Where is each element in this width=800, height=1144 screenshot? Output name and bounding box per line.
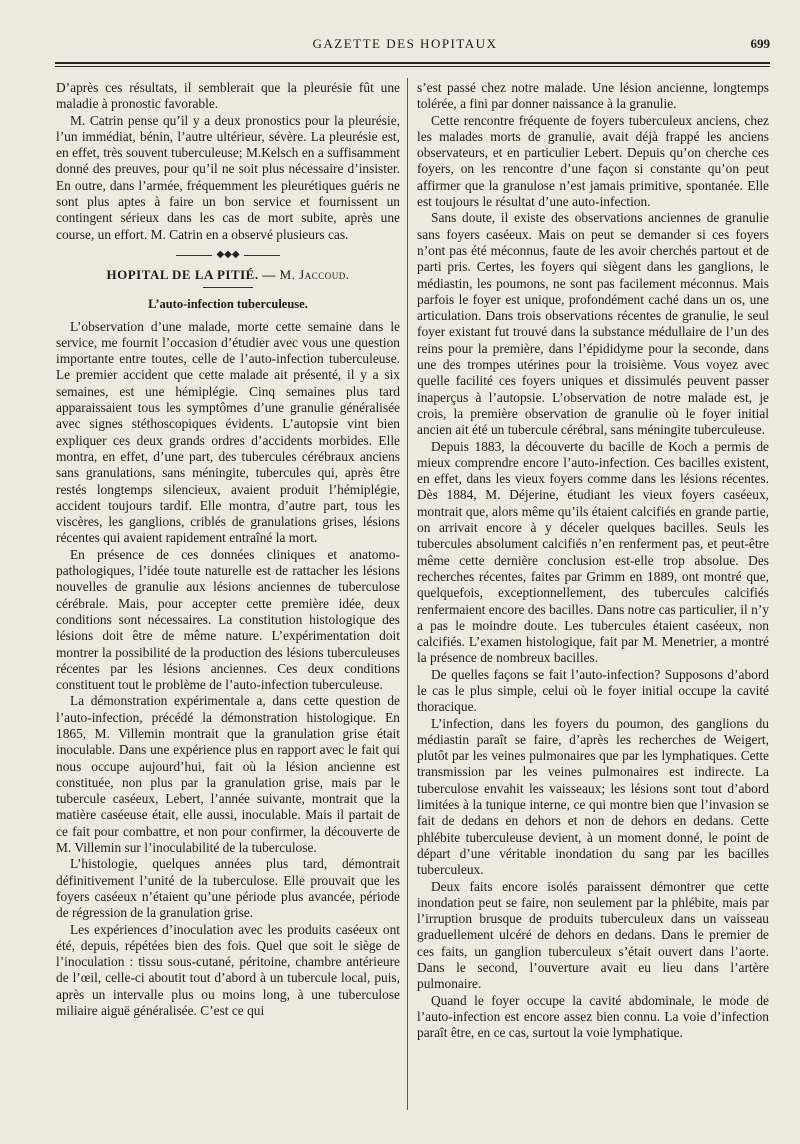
section-author: M. Jaccoud. xyxy=(279,266,350,282)
column-divider xyxy=(407,78,408,1110)
paragraph: Cette rencontre fréquente de foyers tuberculeux anciens, chez les malades morts de granulie, avait déjà frappé les anciens observateurs, et en particulier Lebert. Depuis qu’on cherche ces foyers, on les rencontre d’une façon si constante qu’on peut affirmer que la granulose n’est jamais primitive, spontanée. Elle est toujours le résultat d’une auto-infection. xyxy=(417,112,769,210)
paragraph: L’histologie, quelques années plus tard, démontrait définitivement l’unité de la tuberculose. Elle prouvait que les foyers caséeux n’étaient qu’une période plus avancée, période de régression de la granulation grise. xyxy=(56,856,400,921)
section-title: HOPITAL DE LA PITIÉ. — xyxy=(106,266,276,282)
header-rule xyxy=(55,62,770,64)
paragraph: D’après ces résultats, il semblerait que la pleurésie fût une maladie à pronostic favorable. xyxy=(56,80,400,112)
paragraph: L’observation d’une malade, morte cette semaine dans le service, me fournit l’occasion d’étudier avec vous une question importante entre toutes, celle de l’auto-infection tuberculeuse. Le premier accident que cette malade ait présenté, il y a six semaines, est une hémiplégie. Cinq semaines plus tard apparaissaient tous les symptômes d’une granulie généralisée avec signes stéthoscopiques évidents. L’autopsie vint bien expliquer ces deux grands ordres d’accidents morbides. Elle montra, en effet, d’une part, des tubercules cérébraux anciens sans granulations, sans méningite, tubercules qui, après être restés longtemps silencieux, avaient produit l’hémiplégie, accident toujours tardif. Elle montra, d’autre part, tous les viscères, les ganglions, criblés de granulations grises, lésions récentes qui avaient rapidement entraîné la mort. xyxy=(56,318,400,546)
paragraph: Deux faits encore isolés paraissent démontrer que cette inondation peut se faire, non seulement par la phlébite, mais par l’irruption brusque de produits tuberculeux dans un vaisseau graduellement ulcéré de dehors en dedans. Dans le premier de ces faits, un ganglion tuberculeux s’était ouvert dans l’aorte. Dans le second, l’ouverture avait eu lieu dans l’artère pulmonaire. xyxy=(417,878,769,992)
paragraph: Quand le foyer occupe la cavité abdominale, le mode de l’auto-infection est encore assez bien connu. La voie d’infection paraît être, en ce cas, surtout la voie lymphatique. xyxy=(417,992,769,1041)
subsection-title: L’auto-infection tuberculeuse. xyxy=(148,297,308,312)
section-heading xyxy=(56,267,400,283)
paragraph: Les expériences d’inoculation avec les produits caséeux ont été, depuis, répétées bien des fois. Quel que soit le siège de l’inoculation : tissu sous-cutané, péritoine, chambre antérieure de l’œil, celle-ci aboutit tout d’abord à un tubercule local, puis, après un intervalle plus ou moins long, à une tuberculose miliaire aiguë généralisée. C’est ce qui xyxy=(56,921,400,1019)
header-rule-thin xyxy=(55,66,770,67)
paragraph: Sans doute, il existe des observations anciennes de granulie sans foyers caséeux. Mais on peut se demander si ces foyers n’ont pas été méconnus, faute de les avoir cherchés partout et de parti pris. Certes, les foyers qui siègent dans les ganglions, le médiastin, les poumons, ne sont pas facilement méconnus. Mais parfois le foyer est unique, profondément caché dans un os, une articulation. Dans trois observations récentes de granulie, le seul foyer existant fut trouvé dans la substance médullaire de l’un des reins pour la première, dans l’épididyme pour la seconde, dans une des trompes utérines pour la troisième. Vous voyez avec quelle facilité ces foyers uniques et dissimulés peuvent passer inaperçus à l’autopsie. L’observation de notre malade est, je crois, la première observation de granulie où le foyer initial ancien ait été un tubercule cérébral, sans méningite tuberculeuse. xyxy=(417,210,769,438)
page-header xyxy=(40,36,770,58)
section-rule xyxy=(203,287,253,288)
paragraph: En présence de ces données cliniques et anatomo-pathologiques, l’idée toute naturelle est de rattacher les lésions nouvelles de granulie aux lésions anciennes de tuberculose cérébrale. Mais, pour accepter cette première idée, deux conditions sont nécessaires. La constitution histologique des lésions doit être de même nature. L’expérimentation doit montrer la possibilité de la production des lésions tuberculeuses récentes par les lésions anciennes. Ces deux conditions constituent tout le problème de l’auto-infection tuberculeuse. xyxy=(56,546,400,693)
right-column xyxy=(417,80,769,1042)
page-number: 699 xyxy=(750,36,770,51)
paragraph: La démonstration expérimentale a, dans cette question de l’auto-infection, précédé la démonstration histologique. En 1865, M. Villemin montrait que la granulation grise était inoculable. Dans une expérience plus en rapport avec le fait qui nous occupe aujourd’hui, fait où la lésion ancienne est constituée, non plus par la granulation grise, mais par le tubercule caséeux, Lebert, l’année suivante, montrait que la matière caséeuse était, elle aussi, inoculable. Mais il partait de ce fait pour combattre, et non pour confirmer, la découverte de M. Villemin sur l’inoculabilité de la tuberculose. xyxy=(56,693,400,856)
paragraph: s’est passé chez notre malade. Une lésion ancienne, longtemps tolérée, a fini par donner naissance à la granulie. xyxy=(417,80,769,112)
section-ornament: ◆◆◆ xyxy=(56,247,400,261)
journal-title: GAZETTE DES HOPITAUX xyxy=(312,36,498,51)
paragraph: M. Catrin pense qu’il y a deux pronostics pour la pleurésie, l’un immédiat, bénin, l’autre ultérieur, sévère. La pleurésie est, en effet, très souvent tuberculeuse; M.Kelsch en a suffisamment donné des preuves, pour qu’il ne soit plus nécessaire d’insister. En outre, dans l’armée, fréquemment les pleurétiques guéris ne sont plus aptes à faire un bon service et fournissent un contingent sérieux dans les cas de mort subite, après une course, un effort. M. Catrin en a observé plusieurs cas. xyxy=(56,112,400,242)
paragraph: L’infection, dans les foyers du poumon, des ganglions du médiastin paraît se faire, d’après les recherches de Weigert, plutôt par les veines pulmonaires que par les lymphatiques. Cette transmission par les veines pulmonaires est indirecte. La tuberculose envahit les vaisseaux; les lésions sont tout d’abord limitées à la tunique interne, ce qui montre bien que l’invasion se fait de dedans en dehors et non de dehors en dedans. Cette phlébite tuberculeuse devient, à un moment donné, le point de départ d’une véritable inondation du sang par les bacilles tuberculeux. xyxy=(417,715,769,878)
left-column xyxy=(56,80,400,1019)
paragraph: De quelles façons se fait l’auto-infection? Supposons d’abord le cas le plus simple, celui où le foyer initial occupe la cavité thoracique. xyxy=(417,666,769,715)
paragraph: Depuis 1883, la découverte du bacille de Koch a permis de mieux comprendre encore l’auto-infection. Ces bacilles existent, en effet, dans les vieux foyers comme dans les lésions récentes. Dès 1884, M. Déjerine, étudiant les vieux foyers caséeux, montrait que, alors même qu’ils étaient calcifiés en grande partie, on arrivait encore à y déceler quelques bacilles. Seuls les tubercules absolument calcifiés n’en renferment pas, et peut-être même cette dernière conclusion est-elle trop absolue. Des recherches récentes, faites par Grimm en 1889, ont montré que, quelquefois, exceptionnellement, des tubercules calcifiés renfermaient encore des bacilles. Dans notre cas particulier, il n’y a pas le moindre doute. Les tubercules étaient caséeux, non calcifiés. L’examen histologique, fait par M. Menetrier, a montré la présence de nombreux bacilles. xyxy=(417,438,769,666)
